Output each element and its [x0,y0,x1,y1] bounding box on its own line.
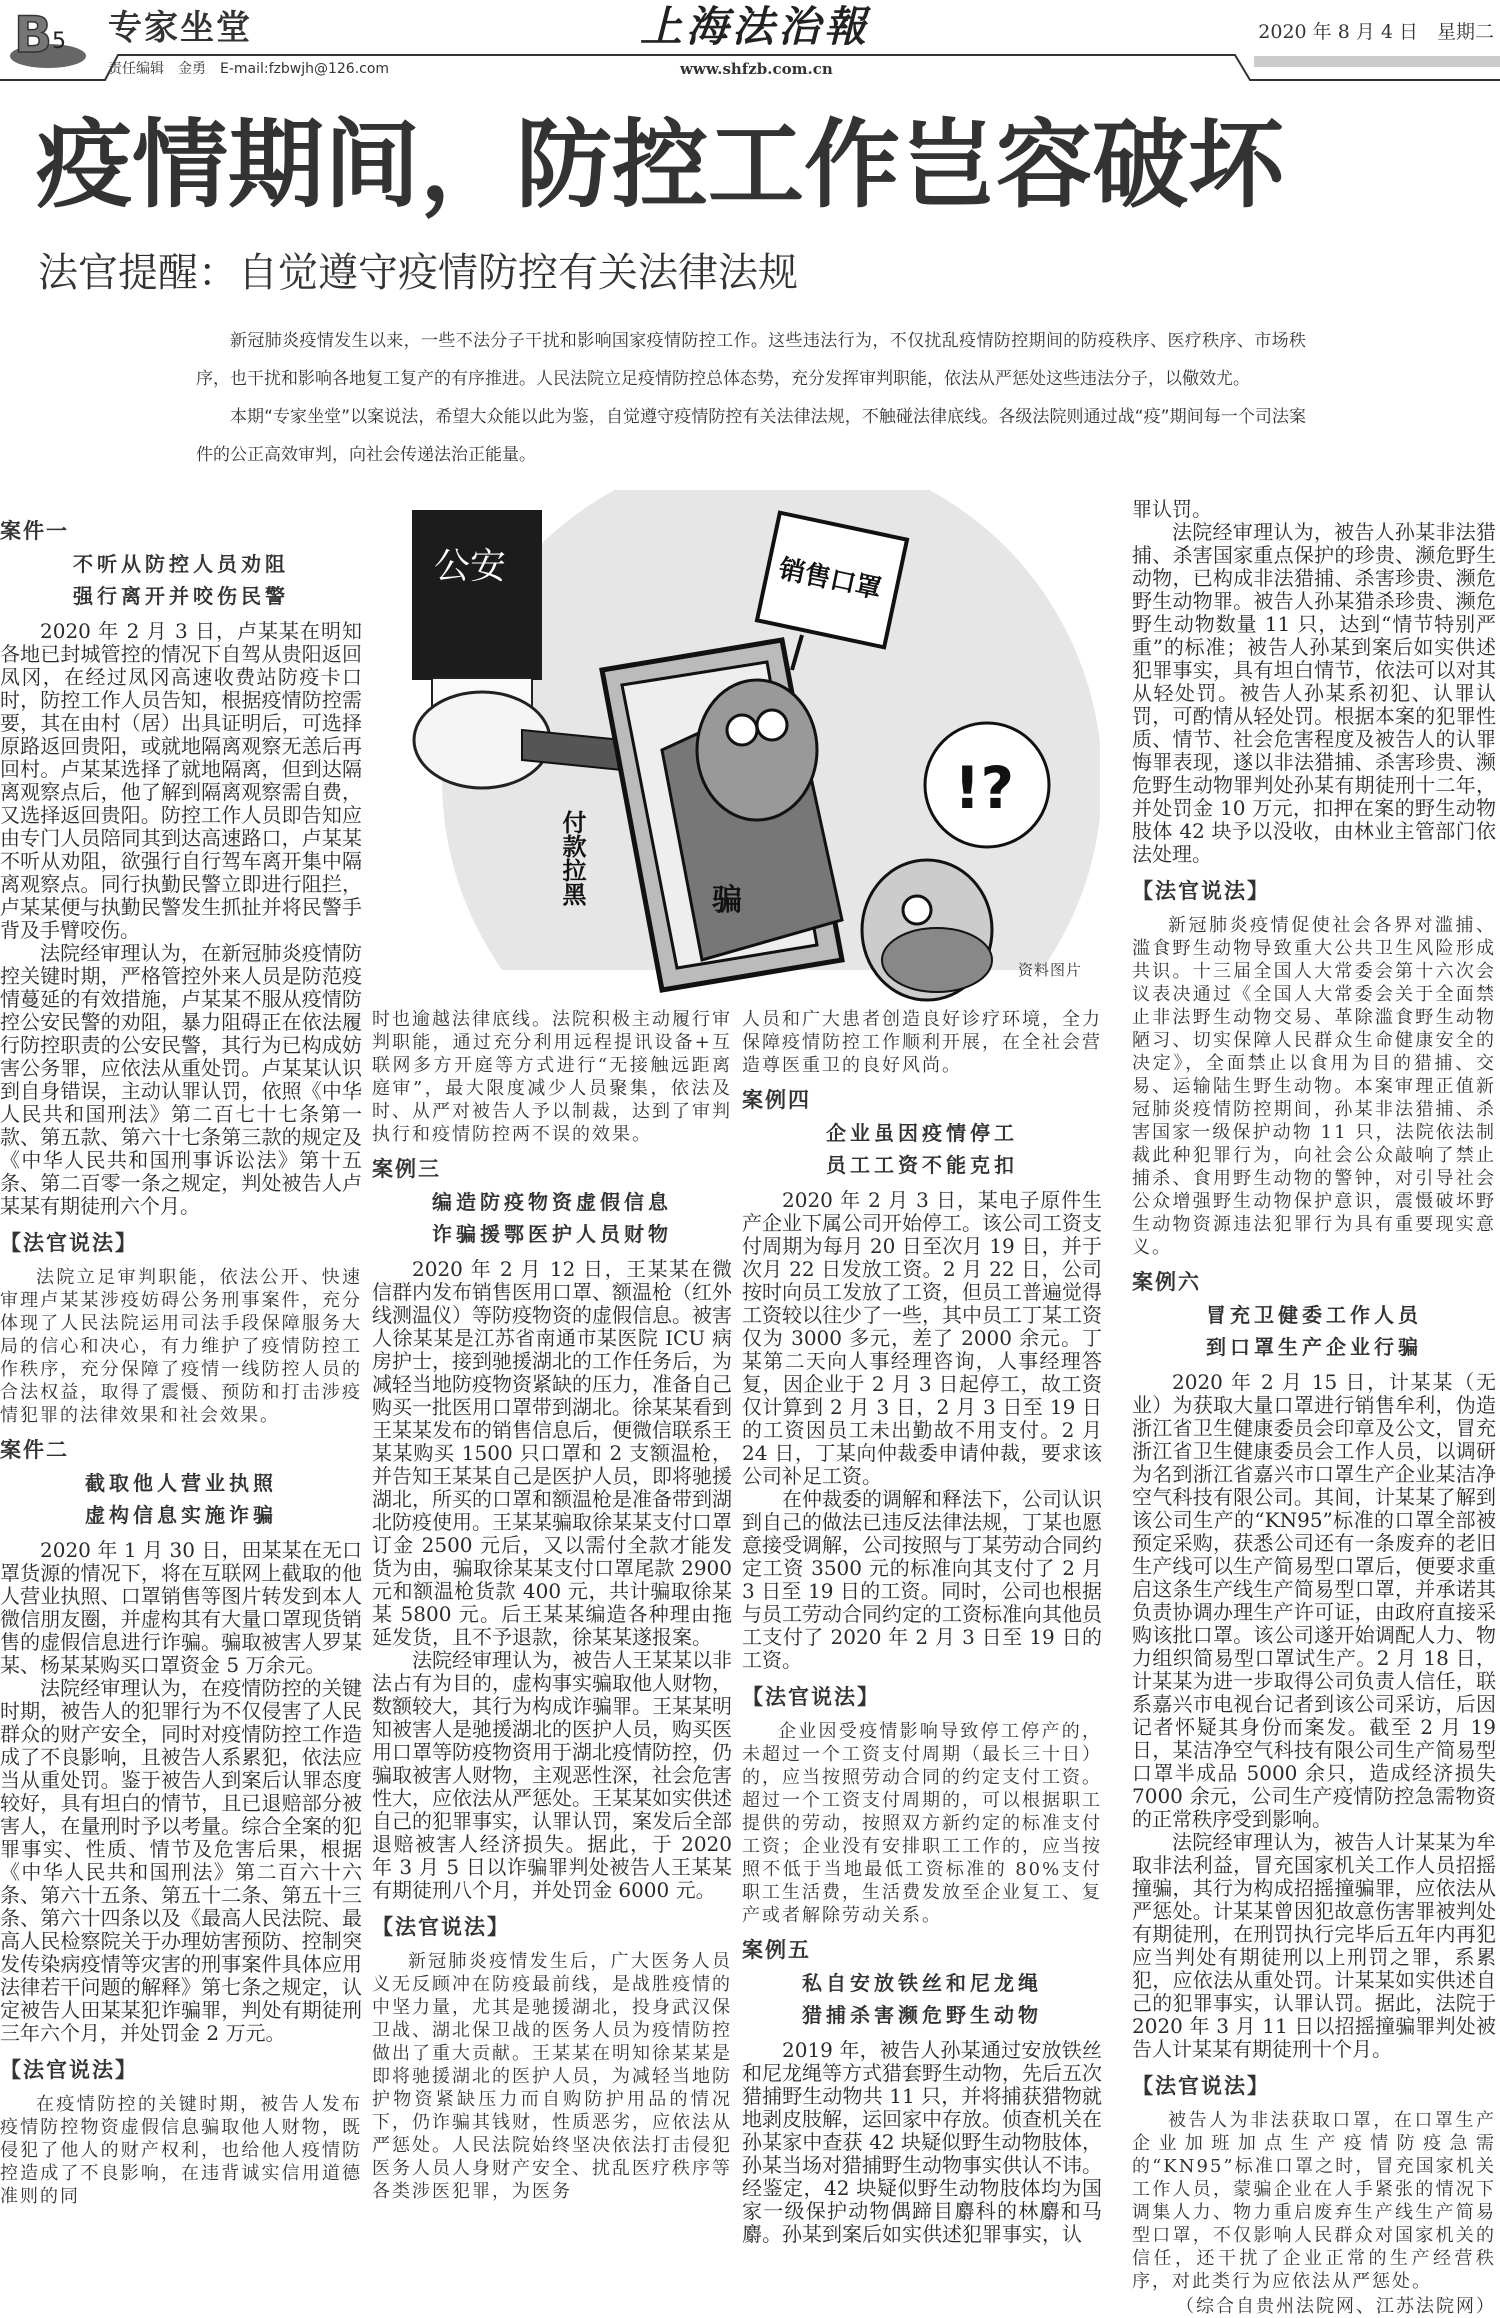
judge-comment-heading: 【法官说法】 [742,1685,880,1709]
newspaper-masthead: 上海法治報 [640,2,871,51]
scammer-head [697,680,817,820]
judge-comment-heading: 【法官说法】 [1132,2074,1270,2098]
case-headline-line: 编造防疫物资虚假信息 [432,1190,672,1214]
police-sleeve [412,510,542,680]
page-badge-letter: B [14,6,53,64]
case-headline-line: 冒充卫健委工作人员 [1206,1303,1422,1327]
case-headline-line: 猎捕杀害濒危野生动物 [802,2003,1042,2027]
judge-comment-heading: 【法官说法】 [372,1915,510,1939]
case-headline-line: 截取他人营业执照 [85,1471,277,1495]
case-label: 案例三 [372,1157,441,1181]
image-caption: 资料图片 [1018,961,1083,979]
page-badge-number: 5 [52,29,66,54]
case-headline [0,1467,362,1531]
issue-date: 2020 年 8 月 4 日 星期二 [1258,21,1494,43]
victim-mask [882,928,992,992]
column-1 [0,518,362,2208]
section-name: 专家坐堂 [108,8,252,48]
case-headline-line: 不听从防控人员劝阻 [73,552,289,576]
bubble-label: !? [954,754,1015,822]
case-headline [742,1117,1102,1181]
body-paragraph: 法院经审理认为，被告人计某某为牟取非法利益，冒充国家机关工作人员招摇撞骗，其行为构成招摇撞骗罪，应依法从严惩处。计某某曾因犯故意伤害罪被判处有期徒刑，在刑罚执行完毕后五年内再犯应当判处有期徒刑以上刑罚之罪，系累犯，应依法从重处罚。计某某如实供述自己的犯罪事实，认罪认罚。据此，法院于 2020 年 3 月 11 日以招摇撞骗罪判处被告人计某某有期徒刑十个月。 [1132,1830,1496,2061]
body-paragraph: 法院经审理认为，被告人孙某非法猎捕、杀害国家重点保护的珍贵、濒危野生动物，已构成非法猎捕、杀害珍贵、濒危野生动物罪。被告人孙某猎杀珍贵、濒危野生动物数量 11 只，达到“情节特别严重”的标准；被告人孙某到案后如实供述犯罪事实，具有坦白情节，依法可以对其从轻处罚。被告人孙某系初犯、认罪认罚，可酌情从轻处罚。根据本案的犯罪性质、情节、社会危害程度及被告人的认罪悔罪表现，遂以非法猎捕、杀害珍贵、濒危野生动物罪判处孙某有期徒刑十二年，并处罚金 10 万元，扣押在案的野生动物肢体 42 块予以没收，由林业主管部门依法处理。 [1132,520,1496,866]
column-2 [372,1008,732,2203]
case-headline-line: 虚构信息实施诈骗 [85,1503,277,1527]
case-headline-line: 员工工资不能克扣 [826,1153,1018,1177]
body-paragraph: 2020 年 2 月 12 日，王某某在微信群内发布销售医用口罩、额温枪（红外线测温仪）等防疫物资的虚假信息。被害人徐某某是江苏省南通市某医院 ICU 病房护士，接到驰援湖北的工作任务后，为减轻当地防疫物资紧缺的压力，准备自己购买一批医用口罩带到湖北。徐某某看到王某某发布的销售信息后，便微信联系王某某购买 1500 只口罩和 2 支额温枪，并告知王某某自己是医护人员，即将驰援湖北，所买的口罩和额温枪是准备带到湖北防疫使用。王某某骗取徐某某支付口罩订金 2500 元后，又以需付全款才能发货为由，骗取徐某某支付口罩尾款 2900 元和额温枪货款 400 元，共计骗取徐某某 5800 元。后王某某编造各种理由拖延发货，且不予退款，徐某某遂报案。 [372,1257,732,1649]
case-headline [1132,1299,1496,1363]
intro-paragraphs [196,322,1306,474]
case-label: 案例四 [742,1088,811,1112]
editor-credit: 责任编辑 金勇 E-mail:fzbwjh@126.com [108,61,390,77]
judge-comment-paragraph: 被告人为非法获取口罩，在口罩生产企业加班加点生产疫情防疫急需的“KN95”标准口罩之时，冒充国家机关工作人员，蒙骗企业在人手紧张的情况下调集人力、物力重启废弃生产线生产简易型口罩，不仅影响人民群众对国家机关的信任，还干扰了企业正常的生产经营秩序，对此类行为应依法从严惩处。 [1132,2110,1496,2292]
judge-comment-paragraph: 新冠肺炎疫情发生后，广大医务人员义无反顾冲在防疫最前线，是战胜疫情的中坚力量，尤其是驰援湖北，投身武汉保卫战、湖北保卫战的医务人员为疫情防控做出了重大贡献。王某某在明知徐某某是即将驰援湖北的医护人员，为减轻当地防护物资紧缺压力而自购防护用品的情况下，仍诈骗其钱财，性质恶劣，应依法从严惩处。人民法院始终坚决依法打击侵犯医务人员人身财产安全、扰乱医疗秩序等各类涉医犯罪，为医务 [372,1951,732,2202]
judge-comment-paragraph: 法院立足审判职能，依法公开、快速审理卢某某涉疫妨碍公务刑事案件，充分体现了人民法院运用司法手段保障服务大局的信心和决心，有力维护了疫情防控工作秩序，充分保障了疫情一线防控人员的合法权益，取得了震慑、预防和打击涉疫情犯罪的法律效果和社会效果。 [0,1267,362,1426]
body-paragraph: 在仲裁委的调解和释法下，公司认识到自己的做法已违反法律法规，丁某也愿意接受调解，公司按照与丁某劳动合同约定工资 3500 元的标准向其支付了 2 月 3 日至 19 日的工资。同时，公司也根据与员工劳动合同约定的工资标准向其他员工支付了 2020 年 2 月 3 日至 19 日的工资。 [742,1487,1102,1672]
cartoon-illustration [372,490,1100,1005]
judge-comment-heading: 【法官说法】 [1132,879,1270,903]
body-paragraph: 法院经审理认为，被告人王某某以非法占有为目的，虚构事实骗取他人财物，数额较大，其行为构成诈骗罪。王某某明知被害人是驰援湖北的医护人员，购买医用口罩等防疫物资用于湖北疫情防控，仍骗取被害人财物，主观恶性深，社会危害性大，应依法从严惩处。王某某如实供述自己的犯罪事实，认罪认罚，案发后全部退赔被害人经济损失。据此，于 2020 年 3 月 5 日以诈骗罪判处被告人王某某有期徒刑八个月，并处罚金 6000 元。 [372,1648,732,1902]
body-paragraph: 2020 年 2 月 3 日，卢某某在明知各地已封城管控的情况下自驾从贵阳返回凤冈，在经过凤冈高速收费站防疫卡口时，防控工作人员告知，根据疫情防控需要，其在由村（居）出具证明后，可选择原路返回贵阳，或就地隔离观察无恙后再回村。卢某某选择了就地隔离，但到达隔离观察点后，他了解到隔离观察需自费，又选择返回贵阳。防控工作人员即告知应由专门人员陪同其到达高速路口，卢某某不听从劝阻，欲强行自行驾车离开集中隔离观察点。同行执勤民警立即进行阻拦，卢某某便与执勤民警发生抓扯并将民警手背及手臂咬伤。 [0,619,362,942]
scam-label: 骗 [712,883,742,918]
case-headline [372,1186,732,1250]
case-headline [742,1967,1102,2031]
judge-comment-paragraph: 新冠肺炎疫情促使社会各界对滥捕、滥食野生动物导致重大公共卫生风险形成共识。十三届全国人大常委会第十六次会议表决通过《全国人大常委会关于全面禁止非法野生动物交易、革除滥食野生动物陋习、切实保障人民群众生命健康安全的决定》，全面禁止以食用为目的猎捕、交易、运输陆生野生动物。本案审理正值新冠肺炎疫情防控期间，孙某非法猎捕、杀害国家一级保护动物 11 只，法院依法制裁此种犯罪行为，向社会公众敲响了禁止捕杀、食用野生动物的警钟，对引导社会公众增强野生动物保护意识，震慑破坏野生动物资源违法犯罪行为具有重要现实意义。 [1132,915,1496,1258]
subheadline: 法官提醒：自觉遵守疫情防控有关法律法规 [38,250,798,296]
case-label: 案件二 [0,1438,69,1462]
case-headline-line: 到口罩生产企业行骗 [1206,1335,1422,1359]
case-headline-line: 诈骗援鄂医护人员财物 [432,1222,672,1246]
judge-comment-paragraph: 时也逾越法律底线。法院积极主动履行审判职能，通过充分利用远程提讯设备+互联网多方开庭等方式进行“无接触远距离庭审”，最大限度减少人员聚集，依法及时、从严对被告人予以制裁，达到了审判执行和疫情防控两不误的效果。 [372,1009,732,1145]
body-paragraph: 2020 年 2 月 15 日，计某某（无业）为获取大量口罩进行销售牟利，伪造浙江省卫生健康委员会印章及公文，冒充浙江省卫生健康委员会工作人员，以调研为名到浙江省嘉兴市口罩生产企业某洁净空气科技有限公司。其间，计某某了解到该公司生产的“KN95”标准的口罩全部被预定采购，获悉公司还有一条废弃的老旧生产线可以生产简易型口罩后，便要求重启这条生产线生产简易型口罩，并承诺其负责协调办理生产许可证，由政府直接采购该批口罩。该公司遂开始调配人力、物力组织简易型口罩试生产。2 月 18 日，计某某为进一步取得公司负责人信任，联系嘉兴市电视台记者到该公司采访，后因记者怀疑其身份而案发。截至 2 月 19 日，某洁净空气科技有限公司生产简易型口罩半成品 5000 余只，造成经济损失 7000 余元，公司生产疫情防控急需物资的正常秩序受到影响。 [1132,1370,1496,1831]
body-paragraph: 2020 年 2 月 3 日，某电子原件生产企业下属公司开始停工。该公司工资支付周期为每月 20 日至次月 19 日，并于次月 22 日发放工资。2 月 22 日，公司按时向员工发放了工资，但员工普遍觉得工资较以往少了一些，其中员工丁某工资仅为 3000 多元，差了 2000 余元。丁某第二天向人事经理咨询，人事经理答复，因企业于 2 月 3 日起停工，故工资仅计算到 2 月 3 日，2 月 3 日至 19 日的工资因员工未出勤故不用支付。2 月 24 日，丁某向仲裁委申请仲裁，要求该公司补足工资。 [742,1188,1102,1488]
website-link[interactable]: www.shfzb.com.cn [680,60,833,78]
judge-comment-paragraph: 在疫情防控的关键时期，被告人发布疫情防控物资虚假信息骗取他人财物，既侵犯了他人的财产权利，也给他人疫情防控造成了不良影响，在违背诚实信用道德准则的同 [0,2094,362,2207]
case-headline [0,548,362,612]
sign-label: 销售口罩 [776,554,885,606]
column-3 [742,1008,1102,2246]
case-label: 案例六 [1132,1270,1201,1294]
block-label: 付款拉黑 [558,810,586,906]
case-label: 案件一 [0,519,69,543]
case-label: 案例五 [742,1938,811,1962]
intro-paragraph: 新冠肺炎疫情发生以来，一些不法分子干扰和影响国家疫情防控工作。这些违法行为，不仅扰乱疫情防控期间的防疫秩序、医疗秩序、市场秩序，也干扰和影响各地复工复产的有序推进。人民法院立足疫情防控总体态势，充分发挥审判职能，依法从严惩处这些违法分子，以儆效尤。 [196,331,1306,389]
column-4 [1132,498,1496,2318]
body-paragraph: 2020 年 1 月 30 日，田某某在无口罩货源的情况下，将在互联网上截取的他人营业执照、口罩销售等图片转发到本人微信朋友圈，并虚构其有大量口罩现货销售的虚假信息进行诈骗。骗取被害人罗某某、杨某某购买口罩资金 5 万余元。 [0,1538,362,1677]
body-paragraph: 罪认罚。 [1132,497,1212,521]
case-headline-line: 企业虽因疫情停工 [826,1121,1018,1145]
source-credit: （综合自贵州法院网、江苏法院网） [1176,2296,1496,2317]
judge-comment-paragraph: 人员和广大患者创造良好诊疗环境，全力保障疫情防控工作顺利开展，在全社会营造尊医重卫的良好风尚。 [742,1009,1102,1076]
headline: 疫情期间，防控工作岂容破坏 [36,109,1284,221]
body-paragraph: 法院经审理认为，在新冠肺炎疫情防控关键时期，严格管控外来人员是防范疫情蔓延的有效措施，卢某某不服从疫情防控公安民警的劝阻，暴力阻碍正在依法履行防控职责的公安民警，其行为已构成妨害公务罪，应依法从重处罚。卢某某认识到自身错误，主动认罪认罚，依照《中华人民共和国刑法》第二百七十七条第一款、第五款、第六十七条第三款的规定及《中华人民共和国刑事诉讼法》第十五条、第二百零一条之规定，判处被告人卢某某有期徒刑六个月。 [0,941,362,1218]
body-paragraph: 法院经审理认为，在疫情防控的关键时期，被告人的犯罪行为不仅侵害了人民群众的财产安全，同时对疫情防控工作造成了不良影响，且被告人系累犯，依法应当从重处罚。鉴于被告人到案后认罪态度较好，具有坦白的情节，且已退赔部分被害人，在量刑时予以考量。综合全案的犯罪事实、性质、情节及危害后果，根据《中华人民共和国刑法》第二百六十六条、第六十五条、第五十二条、第五十三条、第六十四条以及《最高人民法院、最高人民检察院关于办理妨害预防、控制突发传染病疫情等灾害的刑事案件具体应用法律若干问题的解释》第七条之规定，认定被告人田某某犯诈骗罪，判处有期徒刑三年六个月，并处罚金 2 万元。 [0,1676,362,2045]
intro-paragraph: 本期“专家坐堂”以案说法，希望大众能以此为鉴，自觉遵守疫情防控有关法律法规，不触碰法律底线。各级法院则通过战“疫”期间每一个司法案件的公正高效审判，向社会传递法治正能量。 [196,407,1306,465]
judge-comment-heading: 【法官说法】 [0,2058,138,2082]
case-headline-line: 私自安放铁丝和尼龙绳 [802,1971,1042,1995]
case-headline-line: 强行离开并咬伤民警 [73,584,289,608]
police-label: 公安 [434,546,507,587]
judge-comment-heading: 【法官说法】 [0,1231,138,1255]
body-paragraph: 2019 年，被告人孙某通过安放铁丝和尼龙绳等方式猎套野生动物，先后五次猎捕野生动物共 11 只，并将捕获猎物就地剥皮肢解，运回家中存放。侦查机关在孙某家中查获 42 块疑似野生动物肢体，孙某当场对猎捕野生动物事实供认不讳。经鉴定，42 块疑似野生动物肢体均为国家一级保护动物偶蹄目麝科的林麝和马麝。孙某到案后如实供述犯罪事实，认 [742,2038,1102,2246]
judge-comment-paragraph: 企业因受疫情影响导致停工停产的，未超过一个工资支付周期（最长三十日）的，应当按照劳动合同的约定支付工资。超过一个工资支付周期的，可以根据职工提供的劳动，按照双方新约定的标准支付工资；企业没有安排职工工作的，应当按照不低于当地最低工资标准的 80%支付职工生活费，生活费发放至企业复工、复产或者解除劳动关系。 [742,1721,1102,1926]
